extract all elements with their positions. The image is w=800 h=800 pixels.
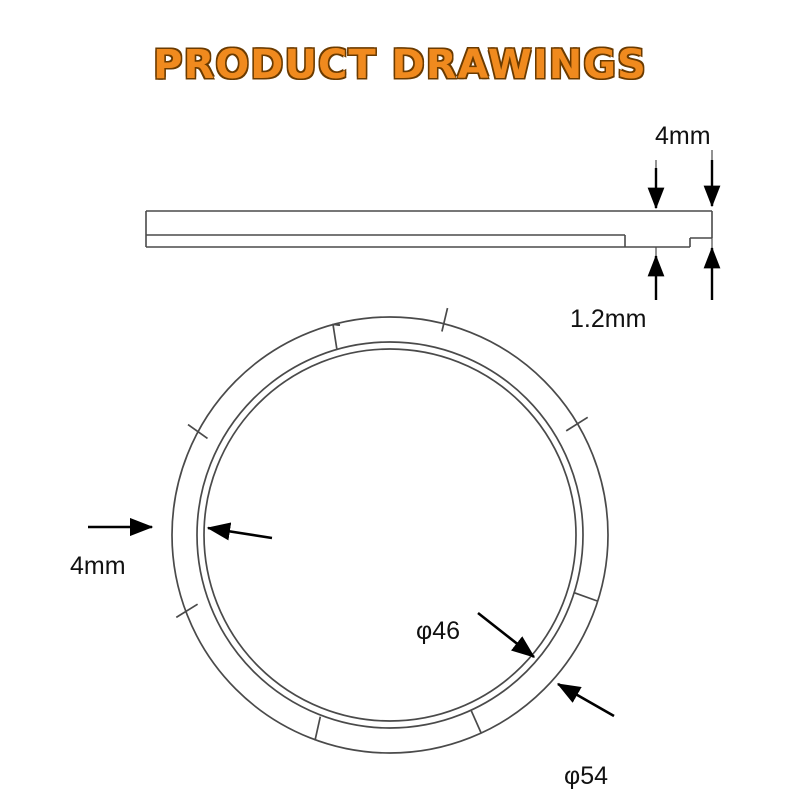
outer-diameter-label: φ54 bbox=[564, 762, 609, 790]
ring-notch-ticks bbox=[176, 308, 597, 740]
step-thickness-label: 1.2mm bbox=[570, 305, 647, 333]
step-dimension-arrows bbox=[656, 248, 712, 300]
top-ring-view bbox=[172, 317, 608, 753]
band-width-arrows bbox=[88, 527, 272, 538]
thickness-label: 4mm bbox=[655, 122, 711, 150]
inner-diameter-leader bbox=[478, 613, 534, 657]
outer-diameter-leader bbox=[558, 684, 614, 716]
page-title: PRODUCT DRAWINGS bbox=[153, 42, 647, 88]
inner-diameter-label: φ46 bbox=[416, 617, 461, 645]
thickness-dimension-arrows bbox=[656, 160, 712, 208]
side-section-view bbox=[146, 211, 712, 247]
band-width-label: 4mm bbox=[70, 552, 126, 580]
side-view-dimension-lines bbox=[656, 150, 712, 300]
